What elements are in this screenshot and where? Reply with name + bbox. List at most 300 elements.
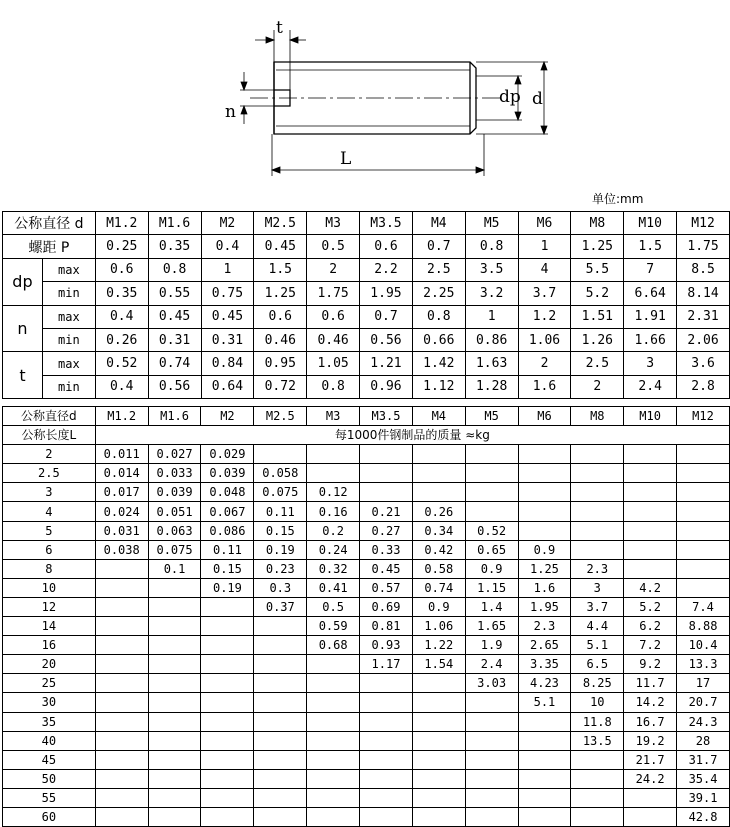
- spec-value: 2.06: [677, 328, 730, 351]
- mass-value: [518, 502, 571, 521]
- mass-value: [360, 693, 413, 712]
- mass-value: [95, 750, 148, 769]
- spec-value: 0.8: [412, 305, 465, 328]
- mass-value: [624, 540, 677, 559]
- spec-value: 0.31: [148, 328, 201, 351]
- mass-value: 0.038: [95, 540, 148, 559]
- mass-value: 0.017: [95, 483, 148, 502]
- spec-value: 0.31: [201, 328, 254, 351]
- mass-value: [518, 712, 571, 731]
- mass-value: [571, 483, 624, 502]
- mass-value: 21.7: [624, 750, 677, 769]
- spec-value: 1.12: [412, 375, 465, 398]
- mass-value: [148, 597, 201, 616]
- spec-value: 3.7: [518, 282, 571, 305]
- mass-value: 11.7: [624, 674, 677, 693]
- mass-value: [148, 655, 201, 674]
- label-dp: dp: [499, 87, 521, 107]
- mass-value: [95, 559, 148, 578]
- mass-value: [95, 712, 148, 731]
- length-value: 4: [3, 502, 96, 521]
- length-value: 8: [3, 559, 96, 578]
- mass-value: [254, 750, 307, 769]
- mass-value: [360, 712, 413, 731]
- mass-value: [571, 788, 624, 807]
- mass-value: 0.32: [307, 559, 360, 578]
- mass-value: 39.1: [677, 788, 730, 807]
- spec-value: 2.31: [677, 305, 730, 328]
- mass-value: [624, 483, 677, 502]
- group-label: n: [3, 305, 43, 352]
- length-label-row: [3, 426, 730, 445]
- spec-value: 0.84: [201, 352, 254, 375]
- mass-value: 6.5: [571, 655, 624, 674]
- spec-value: 0.96: [360, 375, 413, 398]
- spec-value: 1.51: [571, 305, 624, 328]
- mass-value: 0.34: [412, 521, 465, 540]
- mass-value: 2.3: [571, 559, 624, 578]
- mass-value: 17: [677, 674, 730, 693]
- mass-value: 0.16: [307, 502, 360, 521]
- spec-row: [3, 305, 730, 328]
- mass-value: 0.68: [307, 636, 360, 655]
- mass-value: 0.11: [201, 540, 254, 559]
- weight-row: [3, 731, 730, 750]
- mass-value: [571, 502, 624, 521]
- spec-value: 1.63: [465, 352, 518, 375]
- weight-row: [3, 521, 730, 540]
- mass-value: 11.8: [571, 712, 624, 731]
- size-header: M1.2: [95, 407, 148, 426]
- mass-value: 0.029: [201, 445, 254, 464]
- size-header: M1.6: [148, 407, 201, 426]
- mass-value: 24.2: [624, 769, 677, 788]
- mass-value: 10: [571, 693, 624, 712]
- size-header: M1.6: [148, 212, 201, 235]
- weight-row: [3, 483, 730, 502]
- mass-value: [571, 807, 624, 826]
- mass-value: [254, 807, 307, 826]
- spec-value: 0.74: [148, 352, 201, 375]
- spec-value: 0.7: [360, 305, 413, 328]
- mass-value: 0.57: [360, 578, 413, 597]
- mass-value: [148, 636, 201, 655]
- mass-value: [201, 750, 254, 769]
- spec-value: 1.5: [254, 258, 307, 281]
- spec-value: 2.5: [571, 352, 624, 375]
- mass-value: [465, 750, 518, 769]
- mass-value: 0.033: [148, 464, 201, 483]
- size-header: M6: [518, 407, 571, 426]
- mass-value: [95, 807, 148, 826]
- mass-value: 0.024: [95, 502, 148, 521]
- mass-value: [465, 483, 518, 502]
- mass-value: 0.3: [254, 578, 307, 597]
- pitch-label: 螺距 P: [3, 235, 96, 258]
- mass-value: 0.058: [254, 464, 307, 483]
- size-header: M5: [465, 407, 518, 426]
- mass-value: 1.95: [518, 597, 571, 616]
- mass-value: 8.25: [571, 674, 624, 693]
- mass-value: [624, 502, 677, 521]
- spec-value: 0.46: [254, 328, 307, 351]
- mass-value: 14.2: [624, 693, 677, 712]
- size-header: M3: [307, 212, 360, 235]
- spec-value: 0.66: [412, 328, 465, 351]
- pitch-value: 0.7: [412, 235, 465, 258]
- mass-value: [254, 674, 307, 693]
- mass-value: 0.075: [148, 540, 201, 559]
- mass-value: [465, 731, 518, 750]
- weight-row: [3, 674, 730, 693]
- mass-value: 3.35: [518, 655, 571, 674]
- mass-value: 0.37: [254, 597, 307, 616]
- mass-value: 1.6: [518, 578, 571, 597]
- mass-value: [201, 731, 254, 750]
- mass-value: [254, 636, 307, 655]
- spec-value: 1.91: [624, 305, 677, 328]
- spec-value: 0.6: [254, 305, 307, 328]
- mass-value: 0.051: [148, 502, 201, 521]
- mass-value: [95, 769, 148, 788]
- pitch-value: 0.8: [465, 235, 518, 258]
- mass-value: [360, 731, 413, 750]
- mass-value: [677, 521, 730, 540]
- length-value: 60: [3, 807, 96, 826]
- mass-value: 0.27: [360, 521, 413, 540]
- mass-value: 0.59: [307, 617, 360, 636]
- mass-value: 0.2: [307, 521, 360, 540]
- mass-value: [95, 674, 148, 693]
- spec-value: 2: [518, 352, 571, 375]
- length-label: 公称长度L: [3, 426, 96, 445]
- mass-value: [307, 445, 360, 464]
- spec-value: 2.2: [360, 258, 413, 281]
- mass-value: [307, 693, 360, 712]
- mass-value: 0.21: [360, 502, 413, 521]
- spec-value: 3: [624, 352, 677, 375]
- group-label: dp: [3, 258, 43, 305]
- mass-value: 1.17: [360, 655, 413, 674]
- spec-table: [2, 211, 730, 399]
- mass-value: 0.063: [148, 521, 201, 540]
- mass-value: [571, 521, 624, 540]
- spec-value: 1.21: [360, 352, 413, 375]
- mass-value: 0.24: [307, 540, 360, 559]
- mass-value: [201, 712, 254, 731]
- size-header: M4: [412, 212, 465, 235]
- spec-value: 0.45: [148, 305, 201, 328]
- mass-span-label: 每1000件钢制品的质量 ≈kg: [95, 426, 729, 445]
- spec-value: 4: [518, 258, 571, 281]
- mass-value: 9.2: [624, 655, 677, 674]
- mass-value: [571, 769, 624, 788]
- mass-value: 0.69: [360, 597, 413, 616]
- mass-value: 0.42: [412, 540, 465, 559]
- length-value: 12: [3, 597, 96, 616]
- spec-value: 0.46: [307, 328, 360, 351]
- pitch-value: 0.4: [201, 235, 254, 258]
- size-header: M4: [412, 407, 465, 426]
- spec-value: 0.64: [201, 375, 254, 398]
- mass-value: [518, 521, 571, 540]
- mass-value: [307, 655, 360, 674]
- spec-value: 1.05: [307, 352, 360, 375]
- mass-value: [571, 445, 624, 464]
- mass-value: 2.65: [518, 636, 571, 655]
- spec-header-label: 公称直径 d: [3, 212, 96, 235]
- spec-value: 1.26: [571, 328, 624, 351]
- sub-label: max: [42, 352, 95, 375]
- mass-value: [624, 807, 677, 826]
- mass-value: 0.9: [518, 540, 571, 559]
- mass-value: [95, 731, 148, 750]
- mass-value: 0.41: [307, 578, 360, 597]
- mass-value: 0.067: [201, 502, 254, 521]
- spec-value: 0.35: [95, 282, 148, 305]
- length-value: 6: [3, 540, 96, 559]
- mass-value: [254, 655, 307, 674]
- mass-value: [148, 674, 201, 693]
- mass-value: [518, 731, 571, 750]
- size-header: M1.2: [95, 212, 148, 235]
- mass-value: [201, 769, 254, 788]
- mass-value: 1.54: [412, 655, 465, 674]
- mass-value: [465, 807, 518, 826]
- mass-value: [148, 731, 201, 750]
- spec-value: 0.26: [95, 328, 148, 351]
- length-value: 45: [3, 750, 96, 769]
- length-value: 3: [3, 483, 96, 502]
- mass-value: 28: [677, 731, 730, 750]
- mass-value: 0.26: [412, 502, 465, 521]
- size-header: M8: [571, 212, 624, 235]
- mass-value: 6.2: [624, 617, 677, 636]
- spec-value: 2.8: [677, 375, 730, 398]
- mass-value: 7.2: [624, 636, 677, 655]
- weight-row: [3, 445, 730, 464]
- spec-value: 0.75: [201, 282, 254, 305]
- mass-value: [412, 464, 465, 483]
- spec-value: 0.4: [95, 375, 148, 398]
- spec-value: 1.66: [624, 328, 677, 351]
- mass-value: 0.039: [201, 464, 254, 483]
- mass-value: [571, 750, 624, 769]
- length-value: 10: [3, 578, 96, 597]
- label-L: L: [340, 149, 352, 169]
- mass-value: 0.52: [465, 521, 518, 540]
- label-d: d: [532, 89, 543, 109]
- length-value: 5: [3, 521, 96, 540]
- mass-value: [148, 807, 201, 826]
- spec-value: 1.95: [360, 282, 413, 305]
- mass-value: 0.9: [412, 597, 465, 616]
- spec-value: 3.6: [677, 352, 730, 375]
- mass-value: 0.11: [254, 502, 307, 521]
- pitch-value: 0.35: [148, 235, 201, 258]
- mass-value: [307, 788, 360, 807]
- weight-row: [3, 712, 730, 731]
- mass-value: 4.4: [571, 617, 624, 636]
- mass-value: [95, 693, 148, 712]
- mass-value: [360, 445, 413, 464]
- mass-value: [677, 578, 730, 597]
- pitch-value: 1.75: [677, 235, 730, 258]
- mass-value: 0.74: [412, 578, 465, 597]
- spec-row: [3, 375, 730, 398]
- mass-value: [95, 788, 148, 807]
- mass-value: [412, 807, 465, 826]
- mass-value: 0.45: [360, 559, 413, 578]
- mass-value: 5.2: [624, 597, 677, 616]
- mass-value: 0.011: [95, 445, 148, 464]
- length-value: 20: [3, 655, 96, 674]
- weight-row: [3, 636, 730, 655]
- spec-value: 0.8: [148, 258, 201, 281]
- mass-value: 0.12: [307, 483, 360, 502]
- mass-value: 20.7: [677, 693, 730, 712]
- mass-value: [254, 617, 307, 636]
- length-value: 25: [3, 674, 96, 693]
- mass-value: [201, 807, 254, 826]
- mass-value: 5.1: [571, 636, 624, 655]
- spec-value: 0.45: [201, 305, 254, 328]
- mass-value: [518, 483, 571, 502]
- mass-value: 5.1: [518, 693, 571, 712]
- weight-row: [3, 578, 730, 597]
- mass-value: 0.93: [360, 636, 413, 655]
- mass-value: [412, 674, 465, 693]
- mass-value: [624, 559, 677, 578]
- pitch-row: [3, 235, 730, 258]
- mass-value: [148, 712, 201, 731]
- label-t: t: [276, 18, 283, 38]
- mass-value: [518, 769, 571, 788]
- mass-value: [624, 464, 677, 483]
- mass-value: [412, 731, 465, 750]
- weight-row: [3, 655, 730, 674]
- mass-value: [254, 788, 307, 807]
- screw-drawing: [0, 0, 730, 190]
- mass-value: 4.23: [518, 674, 571, 693]
- spec-value: 8.14: [677, 282, 730, 305]
- mass-value: 0.014: [95, 464, 148, 483]
- mass-value: 1.22: [412, 636, 465, 655]
- mass-value: [677, 445, 730, 464]
- mass-value: [465, 445, 518, 464]
- mass-value: [624, 788, 677, 807]
- mass-value: [148, 578, 201, 597]
- weight-row: [3, 750, 730, 769]
- mass-value: [465, 502, 518, 521]
- size-header: M10: [624, 407, 677, 426]
- mass-value: 0.65: [465, 540, 518, 559]
- size-header: M6: [518, 212, 571, 235]
- sub-label: min: [42, 282, 95, 305]
- label-n: n: [225, 102, 236, 122]
- mass-value: [412, 788, 465, 807]
- size-header: M5: [465, 212, 518, 235]
- mass-value: [465, 788, 518, 807]
- mass-value: 0.9: [465, 559, 518, 578]
- size-header: M3: [307, 407, 360, 426]
- mass-value: 3.03: [465, 674, 518, 693]
- spec-value: 0.86: [465, 328, 518, 351]
- spec-value: 1.06: [518, 328, 571, 351]
- sub-label: min: [42, 375, 95, 398]
- spec-value: 2: [307, 258, 360, 281]
- spec-value: 2.4: [624, 375, 677, 398]
- weight-header-row: [3, 407, 730, 426]
- spec-value: 0.6: [95, 258, 148, 281]
- mass-value: 10.4: [677, 636, 730, 655]
- mass-value: 3.7: [571, 597, 624, 616]
- mass-value: [677, 540, 730, 559]
- mass-value: [95, 597, 148, 616]
- spec-value: 0.6: [307, 305, 360, 328]
- mass-value: [360, 750, 413, 769]
- mass-value: 13.5: [571, 731, 624, 750]
- mass-value: 1.4: [465, 597, 518, 616]
- mass-value: [624, 521, 677, 540]
- weight-header-label: 公称直径d: [3, 407, 96, 426]
- spec-value: 2.5: [412, 258, 465, 281]
- mass-value: 35.4: [677, 769, 730, 788]
- spec-value: 5.5: [571, 258, 624, 281]
- mass-value: 1.9: [465, 636, 518, 655]
- mass-value: 1.06: [412, 617, 465, 636]
- unit-label: 单位:mm: [592, 192, 644, 206]
- length-value: 35: [3, 712, 96, 731]
- mass-value: 0.1: [148, 559, 201, 578]
- spec-value: 1.25: [254, 282, 307, 305]
- mass-value: [677, 559, 730, 578]
- mass-value: 0.15: [254, 521, 307, 540]
- mass-value: [518, 788, 571, 807]
- weight-row: [3, 559, 730, 578]
- mass-value: [148, 617, 201, 636]
- spec-value: 2.25: [412, 282, 465, 305]
- mass-value: [254, 712, 307, 731]
- spec-value: 6.64: [624, 282, 677, 305]
- mass-value: 0.039: [148, 483, 201, 502]
- mass-value: [307, 750, 360, 769]
- mass-value: 0.075: [254, 483, 307, 502]
- mass-value: [412, 445, 465, 464]
- mass-value: 19.2: [624, 731, 677, 750]
- mass-value: [677, 483, 730, 502]
- mass-value: 0.027: [148, 445, 201, 464]
- mass-value: [254, 769, 307, 788]
- mass-value: 2.4: [465, 655, 518, 674]
- mass-value: [518, 445, 571, 464]
- spec-value: 0.56: [360, 328, 413, 351]
- mass-value: [677, 502, 730, 521]
- sub-label: max: [42, 258, 95, 281]
- weight-row: [3, 540, 730, 559]
- mass-value: [360, 788, 413, 807]
- spec-value: 0.72: [254, 375, 307, 398]
- weight-row: [3, 502, 730, 521]
- mass-value: [412, 750, 465, 769]
- mass-value: 31.7: [677, 750, 730, 769]
- spec-value: 1.75: [307, 282, 360, 305]
- spec-row: [3, 328, 730, 351]
- size-header: M8: [571, 407, 624, 426]
- mass-value: [201, 788, 254, 807]
- mass-value: [148, 769, 201, 788]
- mass-value: [360, 483, 413, 502]
